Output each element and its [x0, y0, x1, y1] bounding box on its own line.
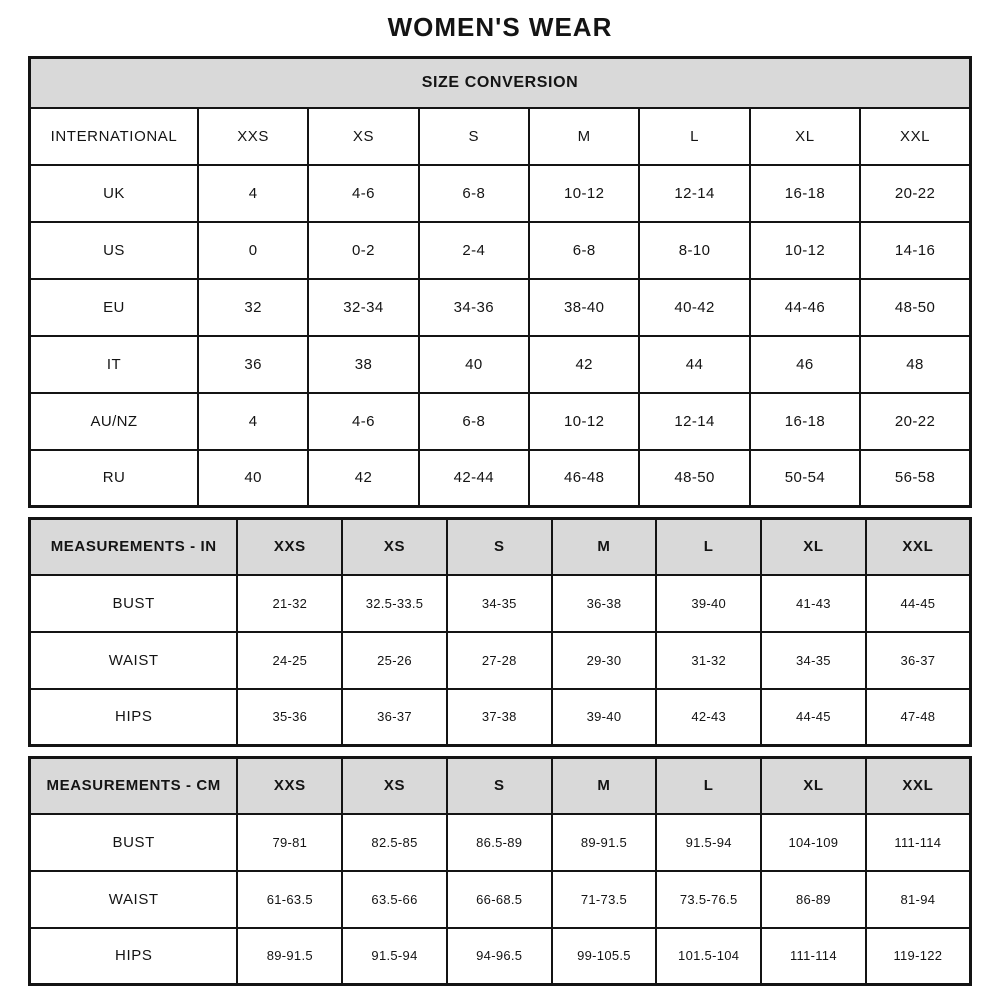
row-label: HIPS: [30, 689, 238, 746]
value-cell: 89-91.5: [237, 928, 342, 985]
value-cell: 104-109: [761, 814, 866, 871]
size-header: XS: [342, 758, 447, 814]
value-cell: 16-18: [750, 393, 860, 450]
row-label: BUST: [30, 575, 238, 632]
value-cell: 99-105.5: [552, 928, 657, 985]
value-cell: 0: [198, 222, 308, 279]
value-cell: 34-35: [447, 575, 552, 632]
value-cell: 14-16: [860, 222, 970, 279]
row-label: WAIST: [30, 632, 238, 689]
row-label: RU: [30, 450, 198, 507]
measurements-in-header-row: [30, 519, 971, 575]
table-row: [30, 689, 971, 746]
value-cell: 111-114: [866, 814, 971, 871]
value-cell: 10-12: [529, 393, 639, 450]
column-header: M: [529, 108, 639, 165]
value-cell: 29-30: [552, 632, 657, 689]
value-cell: 56-58: [860, 450, 970, 507]
value-cell: 27-28: [447, 632, 552, 689]
value-cell: 24-25: [237, 632, 342, 689]
value-cell: 32.5-33.5: [342, 575, 447, 632]
size-header: S: [447, 519, 552, 575]
value-cell: 79-81: [237, 814, 342, 871]
value-cell: 71-73.5: [552, 871, 657, 928]
value-cell: 91.5-94: [342, 928, 447, 985]
size-conversion-header-row: [30, 58, 971, 108]
table-row: [30, 814, 971, 871]
value-cell: 38-40: [529, 279, 639, 336]
table-row: [30, 871, 971, 928]
value-cell: 6-8: [529, 222, 639, 279]
value-cell: 34-35: [761, 632, 866, 689]
table-row: [30, 165, 971, 222]
value-cell: 46-48: [529, 450, 639, 507]
measurements-in-title: MEASUREMENTS - IN: [30, 519, 238, 575]
value-cell: 61-63.5: [237, 871, 342, 928]
size-header: S: [447, 758, 552, 814]
value-cell: 111-114: [761, 928, 866, 985]
value-cell: 36-38: [552, 575, 657, 632]
column-header: INTERNATIONAL: [30, 108, 198, 165]
value-cell: 6-8: [419, 165, 529, 222]
value-cell: 86-89: [761, 871, 866, 928]
size-conversion-columns-row: [30, 108, 971, 165]
size-header: XS: [342, 519, 447, 575]
value-cell: 4-6: [308, 393, 418, 450]
measurements-cm-title: MEASUREMENTS - CM: [30, 758, 238, 814]
value-cell: 0-2: [308, 222, 418, 279]
size-header: XL: [761, 758, 866, 814]
value-cell: 48-50: [860, 279, 970, 336]
value-cell: 42-44: [419, 450, 529, 507]
row-label: HIPS: [30, 928, 238, 985]
table-row: [30, 222, 971, 279]
table-row: [30, 575, 971, 632]
row-label: UK: [30, 165, 198, 222]
value-cell: 20-22: [860, 393, 970, 450]
measurements-cm-header-row: [30, 758, 971, 814]
value-cell: 34-36: [419, 279, 529, 336]
value-cell: 36-37: [342, 689, 447, 746]
table-row: [30, 279, 971, 336]
size-header: XL: [761, 519, 866, 575]
row-label: IT: [30, 336, 198, 393]
value-cell: 8-10: [639, 222, 749, 279]
value-cell: 2-4: [419, 222, 529, 279]
value-cell: 12-14: [639, 165, 749, 222]
value-cell: 16-18: [750, 165, 860, 222]
value-cell: 6-8: [419, 393, 529, 450]
value-cell: 81-94: [866, 871, 971, 928]
value-cell: 40-42: [639, 279, 749, 336]
value-cell: 41-43: [761, 575, 866, 632]
value-cell: 39-40: [552, 689, 657, 746]
value-cell: 4: [198, 393, 308, 450]
size-header: XXL: [866, 758, 971, 814]
value-cell: 48-50: [639, 450, 749, 507]
column-header: XXS: [198, 108, 308, 165]
value-cell: 48: [860, 336, 970, 393]
value-cell: 42: [529, 336, 639, 393]
page-title: WOMEN'S WEAR: [387, 12, 613, 42]
measurements-cm-table: [28, 756, 972, 986]
value-cell: 50-54: [750, 450, 860, 507]
value-cell: 94-96.5: [447, 928, 552, 985]
column-header: XXL: [860, 108, 970, 165]
size-conversion-table: [28, 56, 972, 508]
value-cell: 86.5-89: [447, 814, 552, 871]
value-cell: 39-40: [656, 575, 761, 632]
value-cell: 21-32: [237, 575, 342, 632]
measurements-in-table: [28, 517, 972, 747]
value-cell: 31-32: [656, 632, 761, 689]
value-cell: 38: [308, 336, 418, 393]
value-cell: 82.5-85: [342, 814, 447, 871]
size-header: M: [552, 519, 657, 575]
value-cell: 66-68.5: [447, 871, 552, 928]
value-cell: 47-48: [866, 689, 971, 746]
value-cell: 4: [198, 165, 308, 222]
value-cell: 44-46: [750, 279, 860, 336]
value-cell: 36-37: [866, 632, 971, 689]
value-cell: 40: [419, 336, 529, 393]
value-cell: 10-12: [750, 222, 860, 279]
value-cell: 32-34: [308, 279, 418, 336]
value-cell: 91.5-94: [656, 814, 761, 871]
value-cell: 89-91.5: [552, 814, 657, 871]
size-conversion-title: SIZE CONVERSION: [30, 58, 971, 108]
size-header: XXL: [866, 519, 971, 575]
value-cell: 42-43: [656, 689, 761, 746]
table-row: [30, 632, 971, 689]
value-cell: 25-26: [342, 632, 447, 689]
value-cell: 119-122: [866, 928, 971, 985]
value-cell: 46: [750, 336, 860, 393]
value-cell: 35-36: [237, 689, 342, 746]
value-cell: 101.5-104: [656, 928, 761, 985]
size-header: XXS: [237, 519, 342, 575]
value-cell: 4-6: [308, 165, 418, 222]
value-cell: 44: [639, 336, 749, 393]
table-row: [30, 336, 971, 393]
size-header: M: [552, 758, 657, 814]
value-cell: 73.5-76.5: [656, 871, 761, 928]
column-header: XL: [750, 108, 860, 165]
row-label: EU: [30, 279, 198, 336]
value-cell: 12-14: [639, 393, 749, 450]
table-row: [30, 450, 971, 507]
column-header: XS: [308, 108, 418, 165]
value-cell: 10-12: [529, 165, 639, 222]
row-label: WAIST: [30, 871, 238, 928]
column-header: S: [419, 108, 529, 165]
table-row: [30, 393, 971, 450]
value-cell: 20-22: [860, 165, 970, 222]
row-label: BUST: [30, 814, 238, 871]
column-header: L: [639, 108, 749, 165]
row-label: AU/NZ: [30, 393, 198, 450]
size-header: L: [656, 758, 761, 814]
row-label: US: [30, 222, 198, 279]
table-row: [30, 928, 971, 985]
value-cell: 44-45: [866, 575, 971, 632]
size-header: L: [656, 519, 761, 575]
value-cell: 37-38: [447, 689, 552, 746]
value-cell: 32: [198, 279, 308, 336]
size-header: XXS: [237, 758, 342, 814]
value-cell: 40: [198, 450, 308, 507]
value-cell: 44-45: [761, 689, 866, 746]
value-cell: 36: [198, 336, 308, 393]
value-cell: 42: [308, 450, 418, 507]
value-cell: 63.5-66: [342, 871, 447, 928]
